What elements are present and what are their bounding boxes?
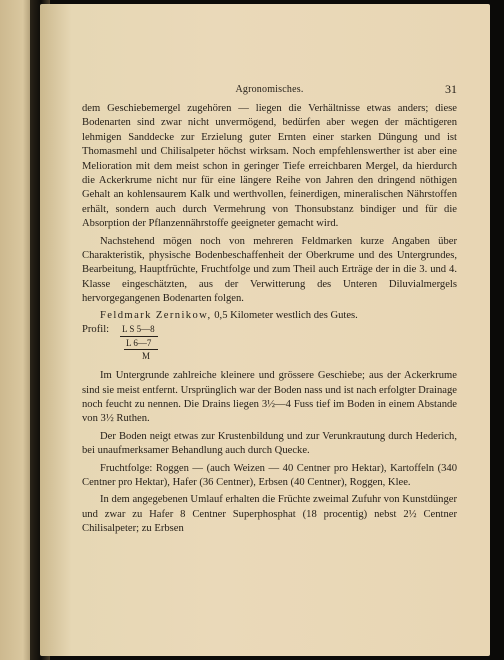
paragraph-subsoil: Im Untergrunde zahlreiche kleinere und grössere Geschiebe; aus der Ackerkrume sind sie meist entfernt. Ursprünglich war der Boden nass und ist nach erfolgter Drainage noch feucht zu nennen. Die Drains liegen 3½—4 Fuss tief im Boden in einem Abstande von 3½ Ruthen. bbox=[82, 370, 457, 425]
running-head bbox=[82, 82, 457, 100]
profile-layer-middle: L 6—7 bbox=[124, 337, 158, 351]
profile-label: Profil: bbox=[82, 324, 110, 336]
page-content bbox=[82, 82, 457, 537]
field-location: 0,5 Kilometer westlich des Gutes. bbox=[211, 309, 358, 321]
page-edge-shadow bbox=[490, 0, 504, 660]
paragraph-continuation: dem Geschiebemergel zugehören — liegen die Verhältnisse etwas anders; diese Bodenarten sind zwar nicht unvermögend, bedürfen aber wegen der mächtigeren lehmigen Sanddecke zur Erzielung guter Ernten einer starken Düngung und ist Thomasmehl und Chilisalpeter höchst wirksam. Noch empfehlenswerther ist aber eine Melioration mit dem meist schon in geringer Tiefe erreichbaren Mergel, da hierdurch die Ackerkrume nicht nur für eine längere Reihe von Jahren den dringend nöthigen Gehalt an kohlensaurem Kalk und werthvollen, feinerdigen, mineralischen Nährstoffen erhält, sondern auch durch Vermehrung von Thonsubstanz bindiger und für die Absorption der Pflanzennährstoffe geeigneter gemacht wird. bbox=[82, 103, 457, 230]
paragraph-intro: Nachstehend mögen noch von mehreren Feldmarken kurze Angaben über Charakteristik, physische Bodenbeschaffenheit der Oberkrume und des Untergrundes, Bearbeitung, Hauptfrüchte, Fruchtfolge und zum Theil auch Erträge der in die 3. und 4. Klasse eingeschätzten, aus der Verwitterung des Unteren Diluvialmergels hervorgegangenen Bodenarten folgen. bbox=[82, 235, 457, 305]
profile-layer-top: L S 5—8 bbox=[120, 323, 158, 337]
page-number: 31 bbox=[445, 82, 457, 96]
profile-layer-bottom: M bbox=[142, 351, 151, 362]
paragraph-fertilizer: In dem angegebenen Umlauf erhalten die Früchte zweimal Zufuhr von Kunstdünger und zwar zu Hafer 8 Centner Superphosphat (18 procentig) nebst 2½ Centner Chilisalpeter; zu Erbsen bbox=[82, 494, 457, 535]
soil-profile bbox=[82, 323, 457, 365]
running-title: Agronomisches. bbox=[235, 84, 304, 95]
paragraph-crop-rotation: Fruchtfolge: Roggen — (auch Weizen — 40 Centner pro Hektar), Kartoffeln (340 Centner pro Hektar), Hafer (36 Centner), Erbsen (40 Centner), Roggen, Klee. bbox=[82, 462, 457, 488]
field-heading bbox=[82, 309, 457, 323]
profile-formula bbox=[118, 323, 158, 363]
paragraph-crust: Der Boden neigt etwas zur Krustenbildung und zur Verunkrautung durch Hederich, bei unaufmerksamer Behandlung auch durch Quecke. bbox=[82, 430, 457, 457]
field-name: Feldmark Zernikow, bbox=[100, 309, 212, 321]
